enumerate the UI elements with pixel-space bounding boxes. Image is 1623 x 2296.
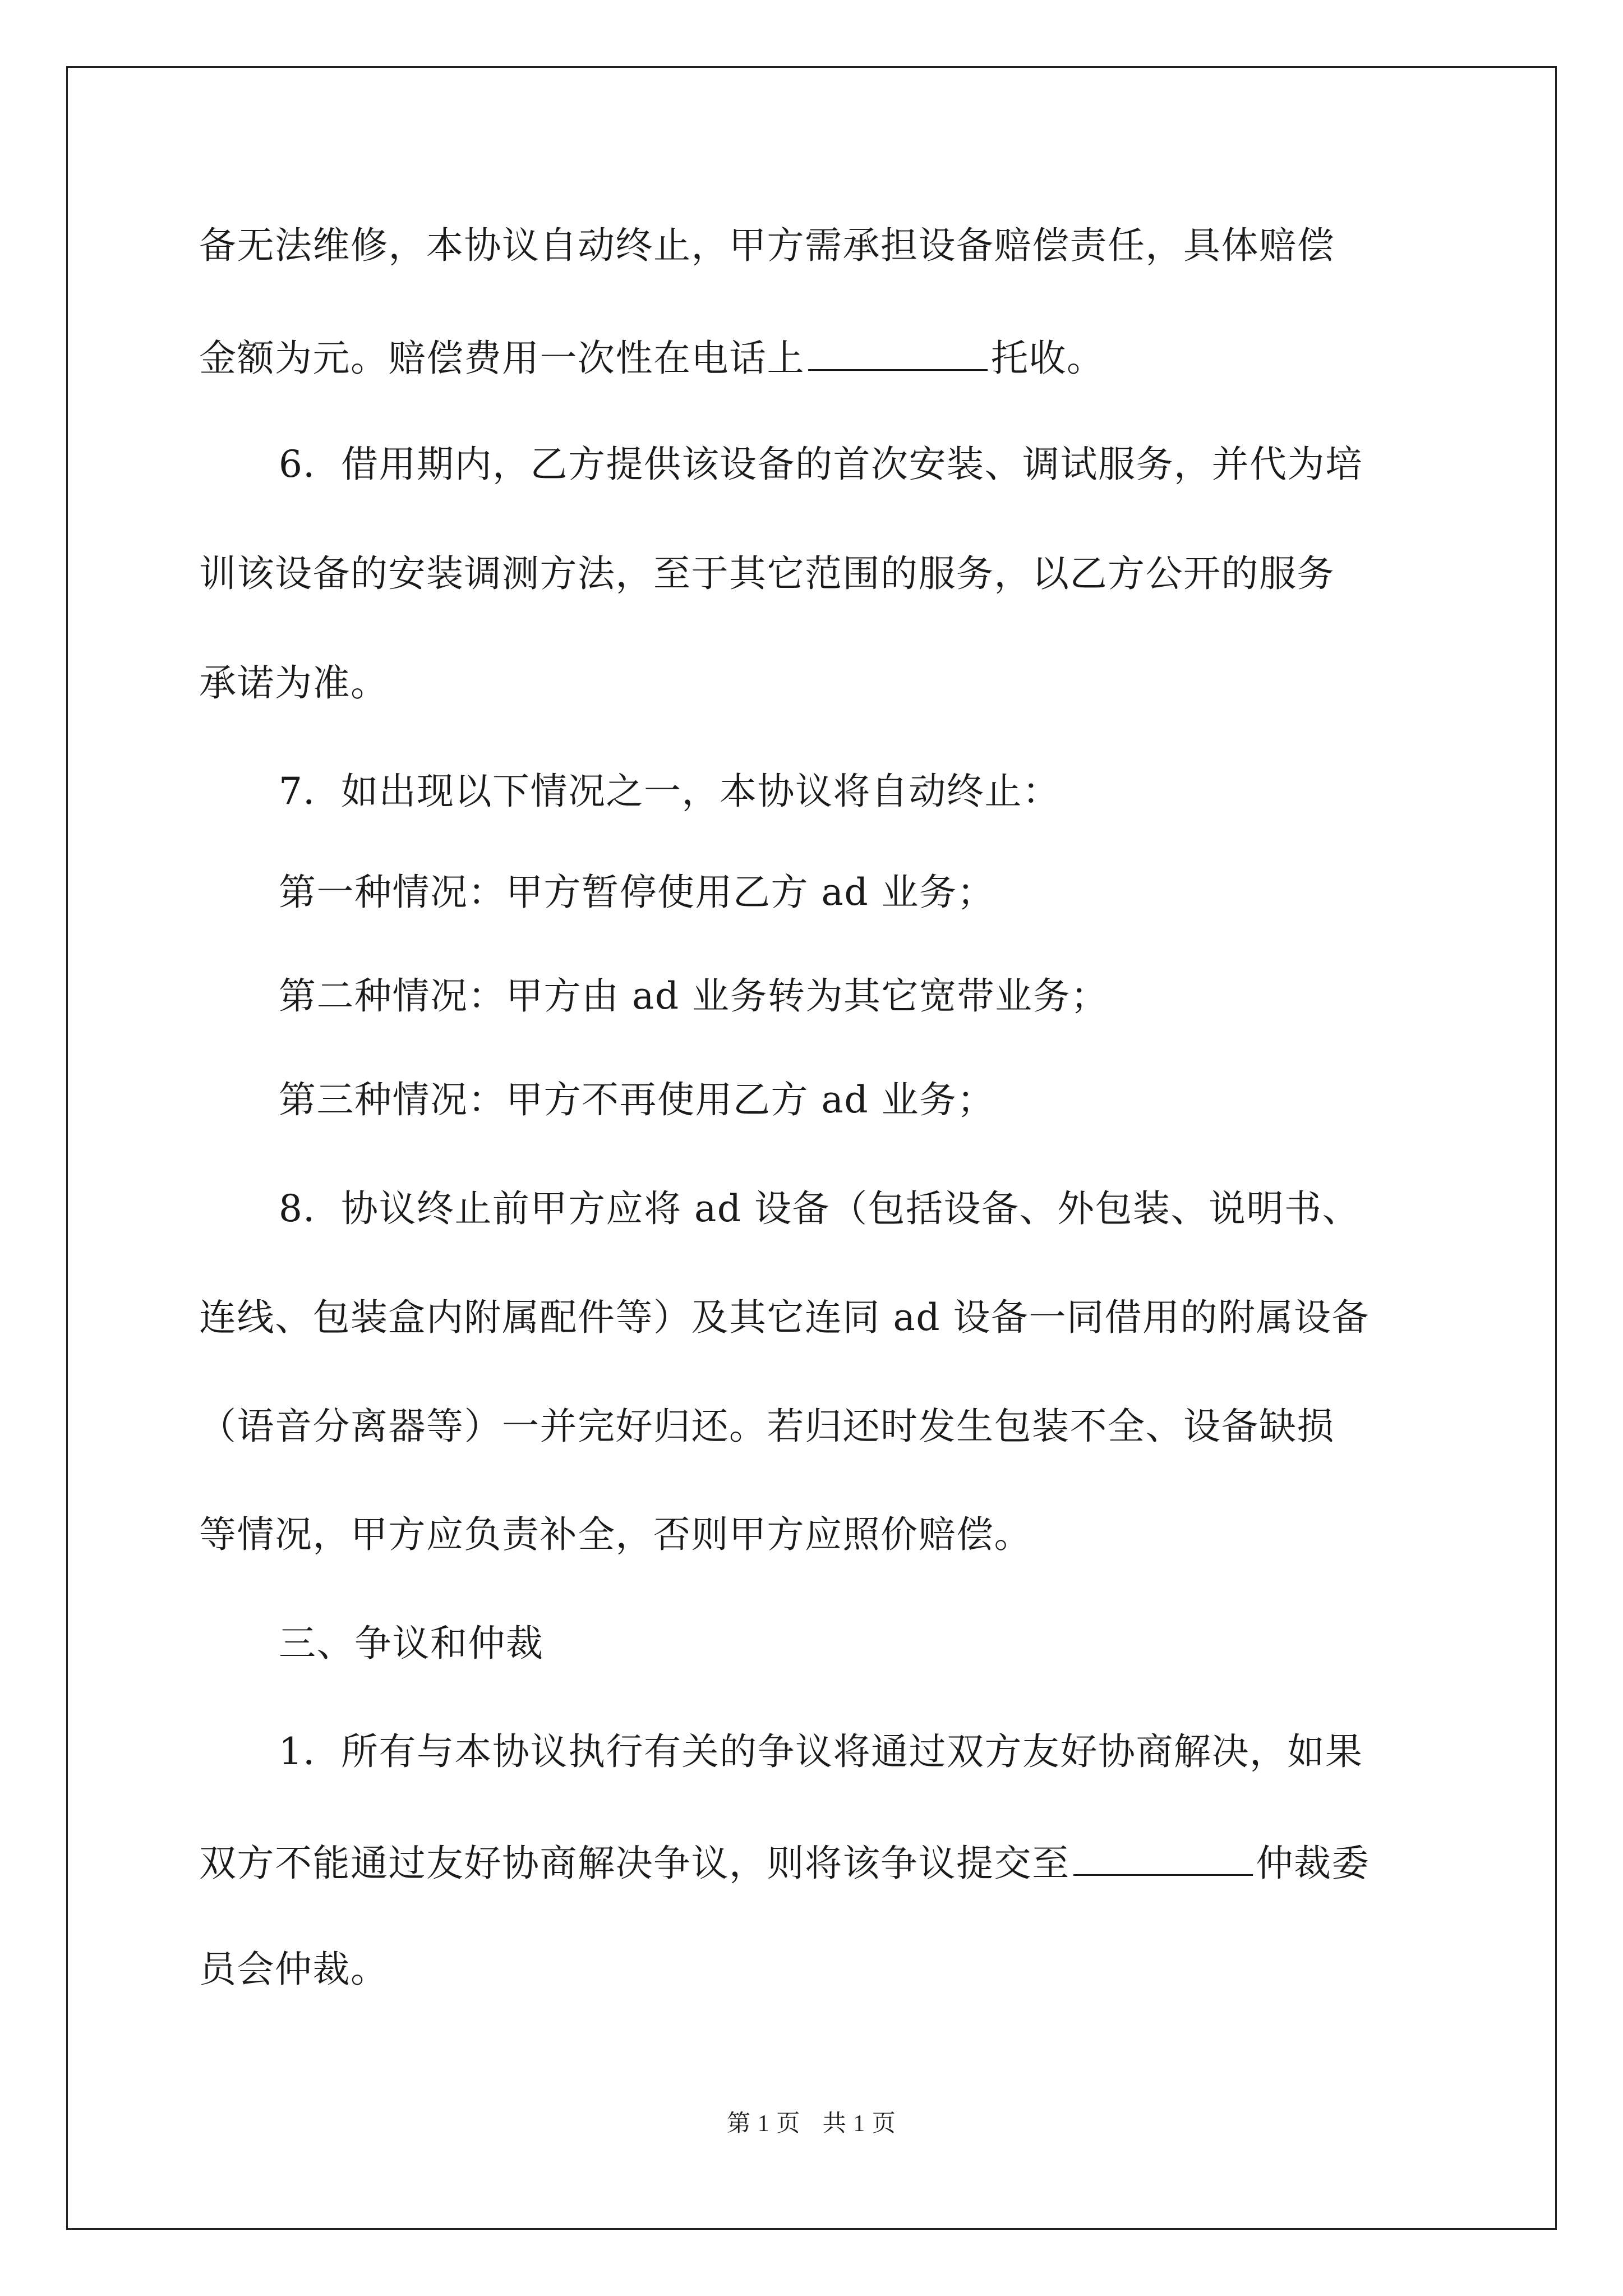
page-border bbox=[66, 66, 1557, 2230]
blank-field bbox=[808, 337, 988, 371]
text-line: （语音分离器等）一并完好归还。若归还时发生包装不全、设备缺损 bbox=[199, 1405, 1335, 1448]
text-line: 金额为元。赔偿费用一次性在电话上 托收。 bbox=[199, 337, 1105, 380]
text-line: 6．借用期内，乙方提供该设备的首次安装、调试服务，并代为培 bbox=[279, 443, 1363, 486]
text-line: 8．协议终止前甲方应将 ad 设备（包括设备、外包装、说明书、 bbox=[279, 1187, 1361, 1230]
text-line: 第三种情况：甲方不再使用乙方 ad 业务； bbox=[279, 1078, 995, 1121]
page-number: 第 1 页 bbox=[727, 2111, 801, 2137]
text-line: 第二种情况：甲方由 ad 业务转为其它宽带业务； bbox=[279, 974, 1109, 1018]
blank-field bbox=[1073, 1842, 1253, 1876]
text-line: 训该设备的安装调测方法，至于其它范围的服务，以乙方公开的服务 bbox=[199, 552, 1335, 595]
section-heading: 三、争议和仲裁 bbox=[279, 1622, 544, 1665]
text-line: 连线、包装盒内附属配件等）及其它连同 ad 设备一同借用的附属设备 bbox=[199, 1296, 1370, 1339]
text-line: 1．所有与本协议执行有关的争议将通过双方友好协商解决，如果 bbox=[279, 1730, 1363, 1773]
text-line: 承诺为准。 bbox=[199, 661, 389, 705]
page-footer bbox=[0, 2105, 1623, 2138]
text-line: 等情况，甲方应负责补全，否则甲方应照价赔偿。 bbox=[199, 1513, 1032, 1556]
text-line: 7．如出现以下情况之一，本协议将自动终止： bbox=[279, 770, 1061, 813]
text-line: 第一种情况：甲方暂停使用乙方 ad 业务； bbox=[279, 871, 995, 914]
text-line: 双方不能通过友好协商解决争议，则将该争议提交至 仲裁委 bbox=[199, 1842, 1370, 1885]
text-line: 备无法维修，本协议自动终止，甲方需承担设备赔偿责任，具体赔偿 bbox=[199, 224, 1335, 267]
page-total: 共 1 页 bbox=[822, 2111, 896, 2137]
text-line: 员会仲裁。 bbox=[199, 1948, 389, 1991]
